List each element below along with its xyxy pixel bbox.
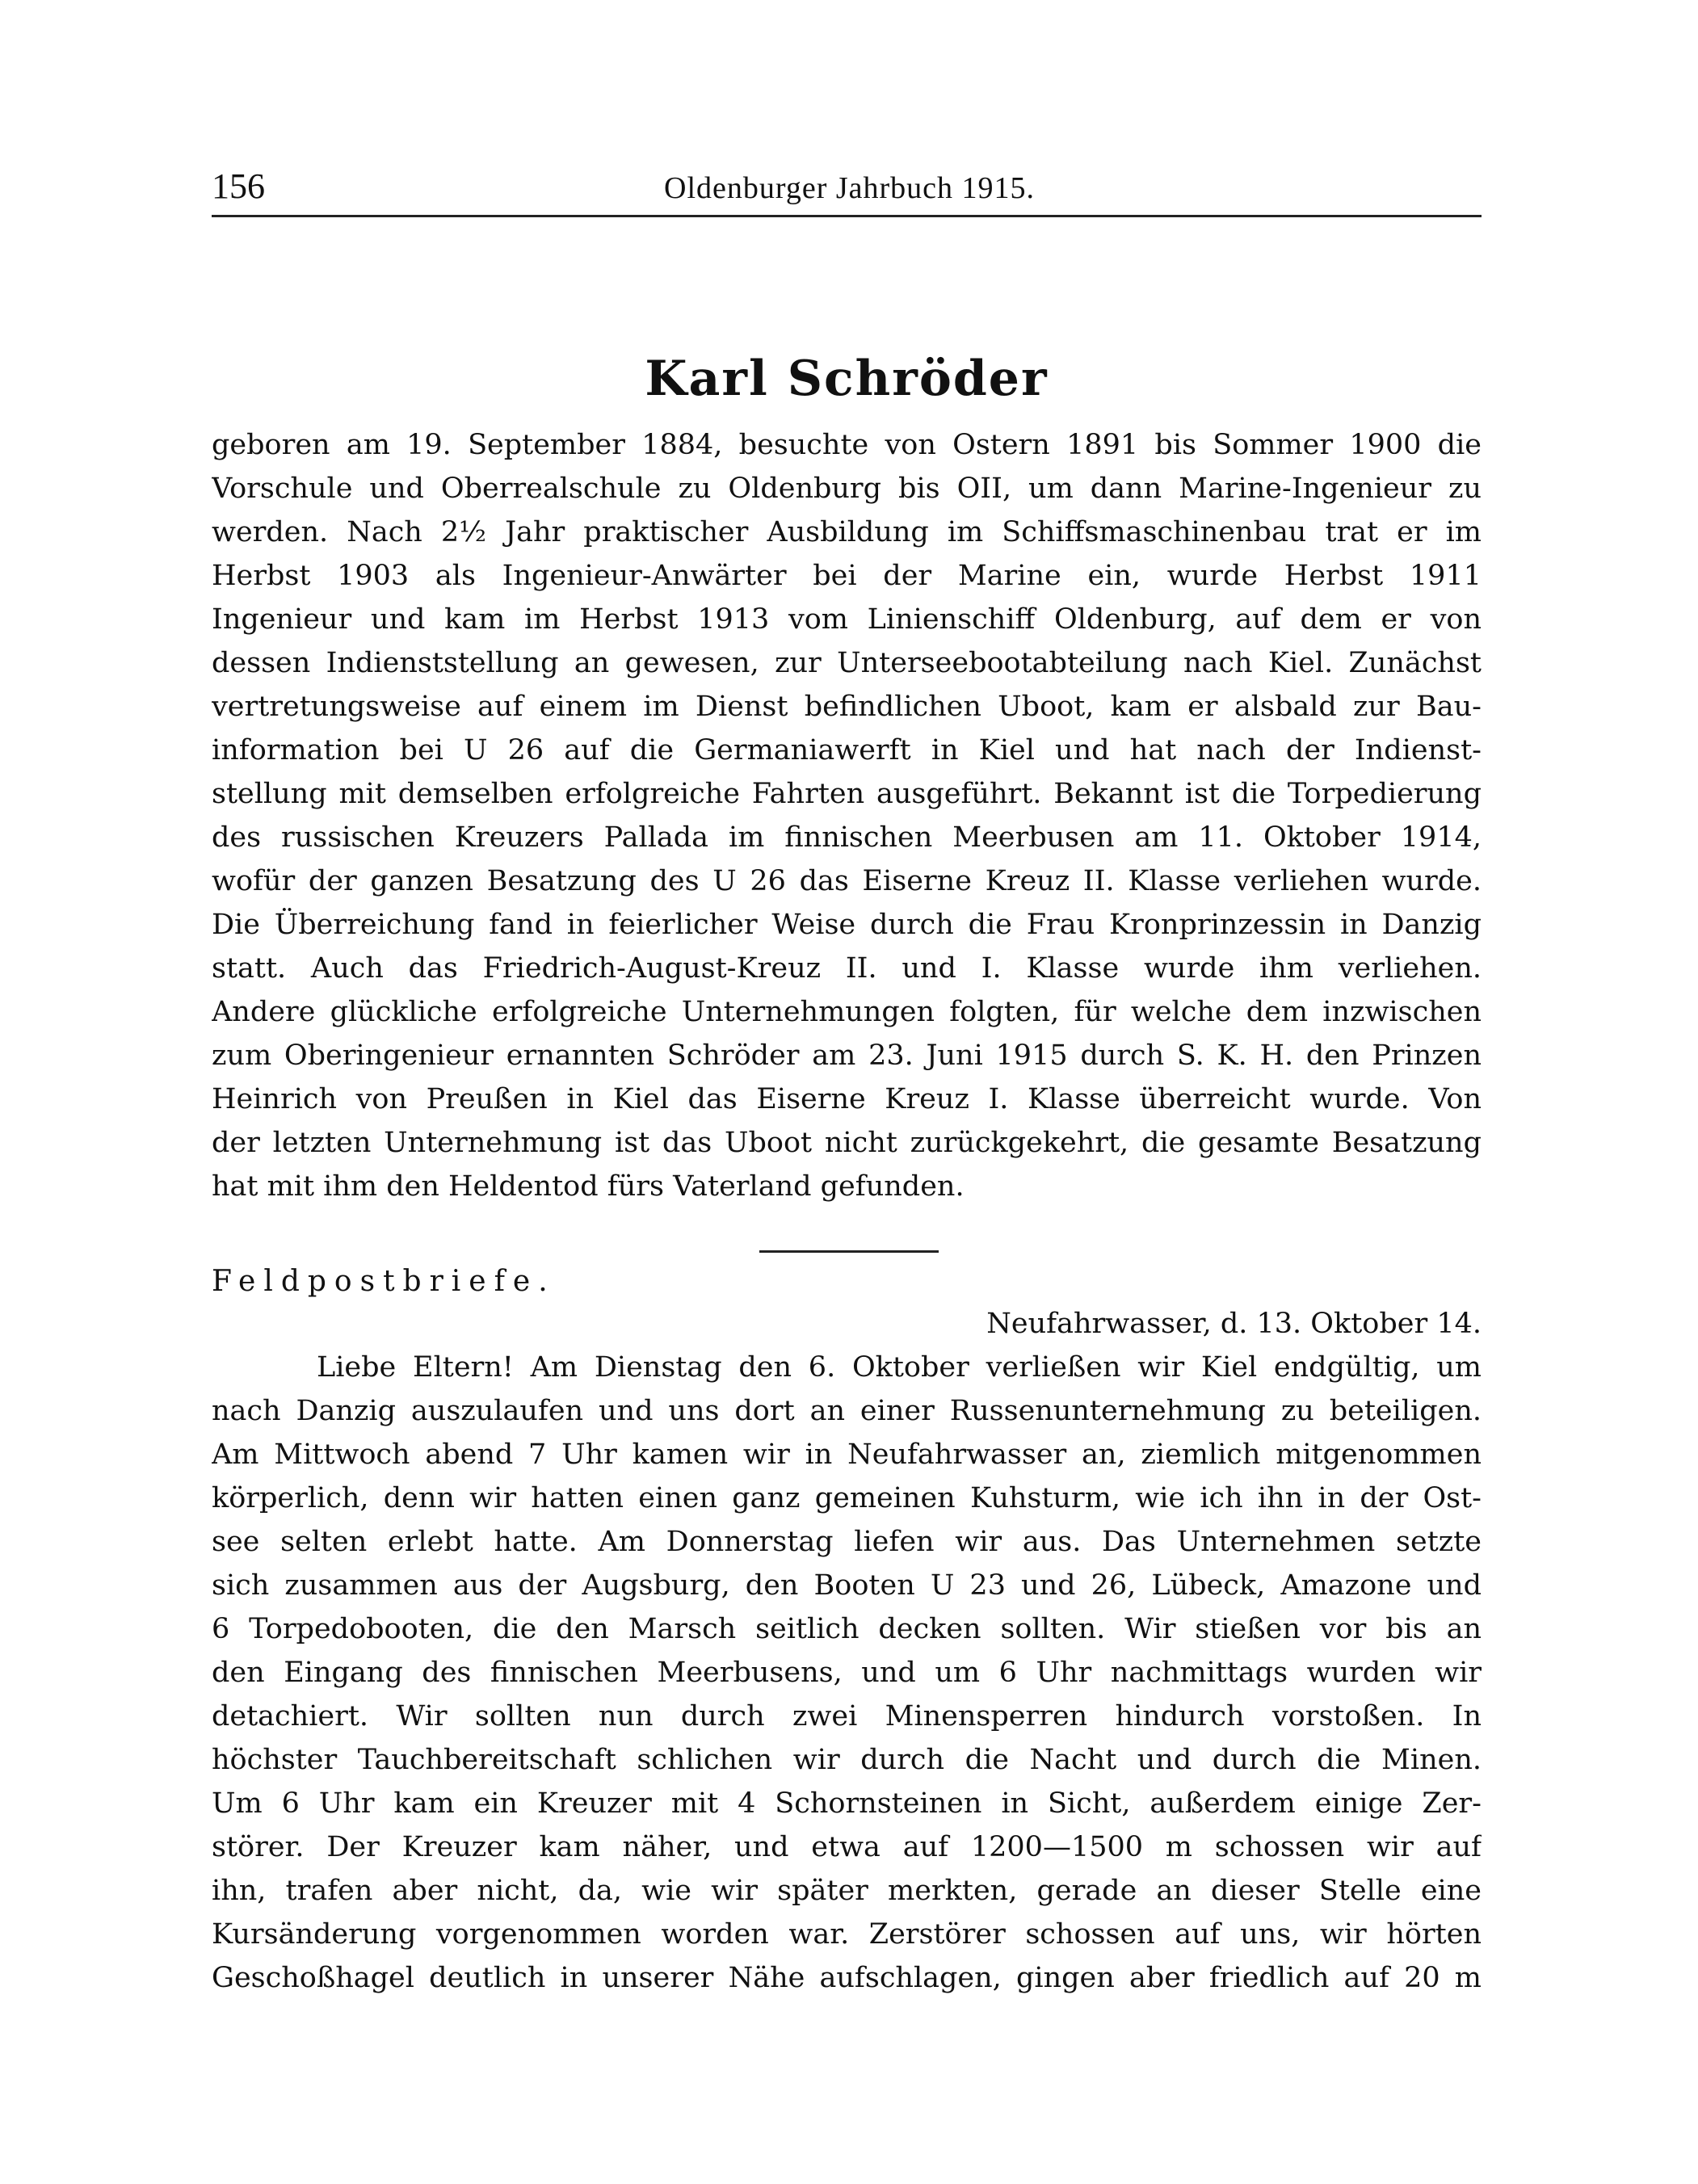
text-line: Geschoßhagel deutlich in unserer Nähe aufschlagen, gingen aber friedlich auf 20 m bbox=[212, 1962, 1482, 1994]
text-line: Vorschule und Oberrealschule zu Oldenburg bis OII, um dann Marine-Ingenieur zu bbox=[212, 472, 1482, 505]
text-line: hat mit ihm den Heldentod fürs Vaterland gefunden. bbox=[212, 1170, 965, 1203]
text-line: Kursänderung vorgenommen worden war. Zerstörer schossen auf uns, wir hörten bbox=[212, 1918, 1482, 1951]
running-head: Oldenburger Jahrbuch 1915. bbox=[664, 171, 1036, 205]
text-line: Die Überreichung fand in feierlicher Weise durch die Frau Kronprinzessin in Danzig bbox=[212, 909, 1482, 941]
text-line: dessen Indienststellung an gewesen, zur Unterseebootabteilung nach Kiel. Zunächst bbox=[212, 647, 1482, 679]
text-line: 6 Torpedobooten, die den Marsch seitlich decken sollten. Wir stießen vor bis an bbox=[212, 1613, 1482, 1645]
text-line: höchster Tauchbereitschaft schlichen wir durch die Nacht und durch die Minen. bbox=[212, 1744, 1482, 1776]
text-line: Andere glückliche erfolgreiche Unternehmungen folgten, für welche dem inzwischen bbox=[212, 996, 1482, 1028]
text-line: Liebe Eltern! Am Dienstag den 6. Oktober verließen wir Kiel endgültig, um bbox=[317, 1351, 1482, 1384]
letter-dateline: Neufahrwasser, d. 13. Oktober 14. bbox=[986, 1308, 1482, 1340]
text-line: der letzten Unternehmung ist das Uboot nicht zurückgekehrt, die gesamte Besatzung bbox=[212, 1127, 1482, 1159]
text-line: Am Mittwoch abend 7 Uhr kamen wir in Neufahrwasser an, ziemlich mitgenommen bbox=[212, 1438, 1482, 1471]
letter-body bbox=[212, 1346, 1482, 2000]
text-line: wofür der ganzen Besatzung des U 26 das Eiserne Kreuz II. Klasse verliehen wurde. bbox=[212, 865, 1482, 897]
text-line: nach Danzig auszulaufen und uns dort an einer Russenunternehmung zu beteiligen. bbox=[212, 1395, 1482, 1427]
text-line: Herbst 1903 als Ingenieur-Anwärter bei der Marine ein, wurde Herbst 1911 bbox=[212, 560, 1482, 592]
text-line: stellung mit demselben erfolgreiche Fahrten ausgeführt. Bekannt ist die Torpedierung bbox=[212, 778, 1482, 810]
text-line: zum Oberingenieur ernannten Schröder am 23. Juni 1915 durch S. K. H. den Prinzen bbox=[212, 1040, 1482, 1072]
section-heading: Feldpostbriefe. bbox=[212, 1265, 556, 1298]
text-line: detachiert. Wir sollten nun durch zwei Minensperren hindurch vorstoßen. In bbox=[212, 1700, 1482, 1732]
text-line: sich zusammen aus der Augsburg, den Booten U 23 und 26, Lübeck, Amazone und bbox=[212, 1569, 1482, 1602]
text-line: werden. Nach 2½ Jahr praktischer Ausbildung im Schiffsmaschinenbau trat er im bbox=[212, 516, 1482, 548]
text-line: information bei U 26 auf die Germaniawerft in Kiel und hat nach der Indienst- bbox=[212, 734, 1482, 766]
page-number: 156 bbox=[212, 166, 265, 206]
text-line: Heinrich von Preußen in Kiel das Eiserne Kreuz I. Klasse überreicht wurde. Von bbox=[212, 1083, 1482, 1115]
text-line: Um 6 Uhr kam ein Kreuzer mit 4 Schornsteinen in Sicht, außerdem einige Zer- bbox=[212, 1787, 1482, 1820]
article-title: Karl Schröder bbox=[645, 351, 1049, 407]
text-line: ihn, trafen aber nicht, da, wie wir später merkten, gerade an dieser Stelle eine bbox=[212, 1875, 1482, 1907]
page-header bbox=[212, 162, 1482, 213]
section-separator bbox=[759, 1250, 939, 1253]
text-line: den Eingang des finnischen Meerbusens, und um 6 Uhr nachmittags wurden wir bbox=[212, 1657, 1482, 1689]
text-line: see selten erlebt hatte. Am Donnerstag liefen wir aus. Das Unternehmen setzte bbox=[212, 1526, 1482, 1558]
text-line: vertretungsweise auf einem im Dienst befindlichen Uboot, kam er alsbald zur Bau- bbox=[212, 691, 1482, 723]
header-rule bbox=[212, 215, 1482, 217]
text-line: geboren am 19. September 1884, besuchte von Ostern 1891 bis Sommer 1900 die bbox=[212, 429, 1482, 461]
text-line: störer. Der Kreuzer kam näher, und etwa auf 1200—1500 m schossen wir auf bbox=[212, 1831, 1482, 1863]
text-line: statt. Auch das Friedrich-August-Kreuz II. und I. Klasse wurde ihm verliehen. bbox=[212, 952, 1482, 985]
biography-paragraph bbox=[212, 423, 1482, 1208]
text-line: des russischen Kreuzers Pallada im finnischen Meerbusen am 11. Oktober 1914, bbox=[212, 821, 1482, 854]
text-line: körperlich, denn wir hatten einen ganz gemeinen Kuhsturm, wie ich ihn in der Ost- bbox=[212, 1482, 1482, 1514]
text-line: Ingenieur und kam im Herbst 1913 vom Linienschiff Oldenburg, auf dem er von bbox=[212, 603, 1482, 636]
